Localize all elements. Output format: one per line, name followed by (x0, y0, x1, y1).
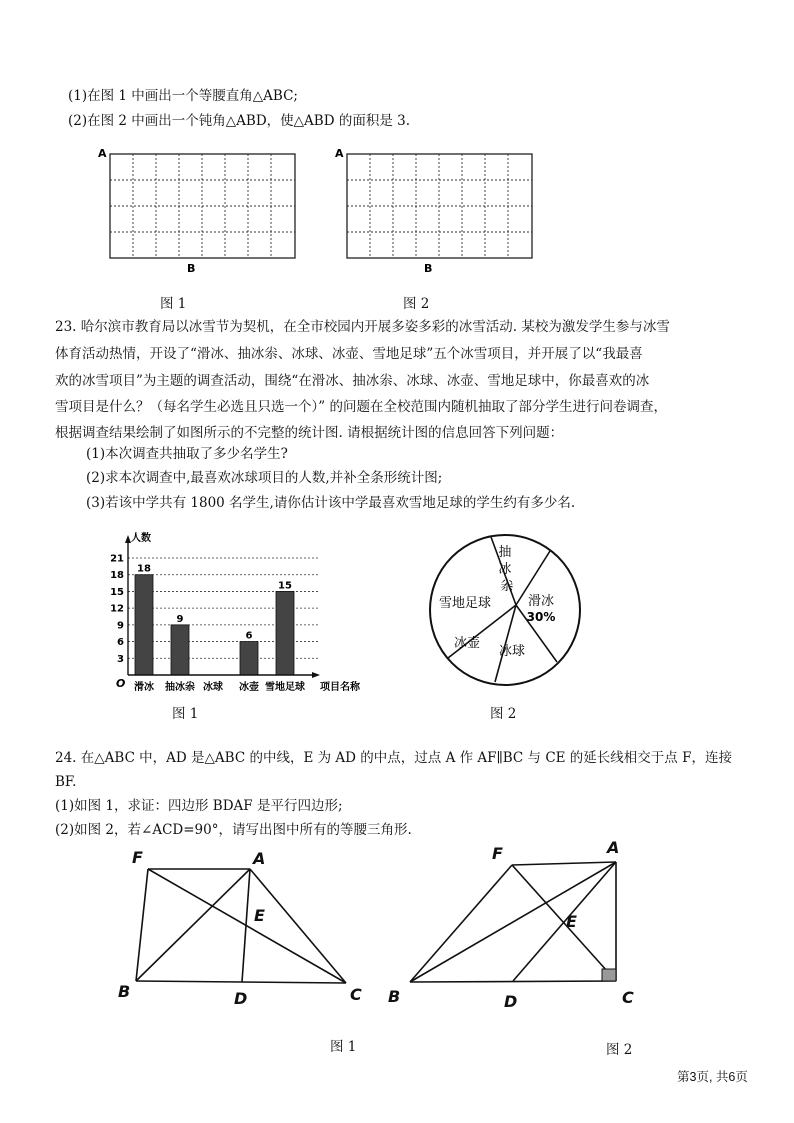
fig1-segment-ac (250, 869, 346, 983)
x-tick-label: 抽冰尜 (165, 682, 195, 693)
bar (240, 642, 258, 675)
fig1-point-b: B (118, 982, 131, 1001)
pie-label-xuedi: 雪地足球 (438, 596, 492, 611)
pie-chart (425, 530, 585, 690)
fig1-point-f: F (132, 848, 143, 867)
q22-line-1: (1)在图 1 中画出一个等腰直角△ABC; (68, 88, 298, 104)
fig1-segment-fc (148, 869, 346, 983)
x-axis-label: 项目名称 (320, 682, 360, 693)
q23-line-3: 欢的冰雪项目”为主题的调查活动，围绕“在滑冰、抽冰尜、冰球、冰壶、雪地足球中，你最喜欢的冰 (55, 373, 650, 389)
x-tick-label: 冰壶 (239, 682, 259, 693)
fig2-point-a: A (607, 838, 620, 857)
fig2-point-d: D (504, 992, 518, 1011)
fig1-segment-ab (136, 869, 250, 981)
q23-line-1: 23. 哈尔滨市教育局以冰雪节为契机，在全市校园内开展多姿多彩的冰雪活动. 某校为激发学生参与冰雪 (55, 319, 670, 335)
page-number: 第3页, 共6页 (677, 1070, 748, 1084)
fig1-point-d: D (234, 989, 248, 1008)
fig2-segment-bc (410, 981, 616, 982)
fig2-point-c: C (622, 988, 634, 1007)
bar-data-label: 6 (245, 630, 253, 642)
bar (135, 575, 153, 675)
pie-label-binghu: 冰壶 (453, 636, 481, 651)
bar (276, 591, 294, 675)
q23-line-4: 雪项目是什么？（每名学生必选且只选一个）” 的问题在全校范围内随机抽取了部分学生进行问卷调查， (55, 399, 667, 415)
q22-grid-figure-1 (95, 145, 300, 275)
fig2-point-e: E (566, 912, 577, 931)
origin-label: O (116, 677, 126, 690)
q22-fig2-caption: 图 2 (403, 296, 430, 312)
x-tick-label: 滑冰 (134, 682, 154, 693)
bar (171, 625, 189, 675)
y-tick-label: 6 (117, 637, 124, 649)
q23-sub-3: (3)若该中学共有 1800 名学生,请你估计该中学最喜欢雪地足球的学生约有多少名. (86, 495, 576, 511)
fig2-point-b: B (388, 987, 401, 1006)
pie-label-bingqiu: 冰球 (498, 644, 526, 659)
pie-label-huabing-pct: 30% (526, 610, 556, 624)
fig1-point-c: C (350, 985, 362, 1004)
fig1-segment-bc (136, 981, 346, 983)
q23-sub-2: (2)求本次调查中,最喜欢冰球项目的人数,并补全条形统计图; (86, 470, 443, 486)
right-angle-marker (602, 969, 616, 981)
y-axis-label: 人数 (131, 533, 151, 544)
fig1-segment-fb (136, 869, 148, 981)
grid2-point-a: A (335, 147, 344, 160)
bar-data-label: 15 (278, 580, 292, 592)
y-tick-label: 12 (110, 603, 124, 615)
q24-fig2-caption: 图 2 (606, 1042, 633, 1058)
fig2-point-f: F (492, 844, 503, 863)
grid1-point-a: A (98, 147, 107, 160)
fig2-segment-fb (410, 865, 512, 982)
geometry-figure-1 (110, 840, 380, 1015)
grid1-point-b: B (187, 262, 196, 275)
bar-data-label: 18 (137, 563, 151, 575)
fig1-point-e: E (254, 906, 265, 925)
pie-label-choubingga: 抽 冰 尜 (498, 545, 514, 594)
y-tick-label: 15 (110, 586, 124, 598)
q24-line-2: BF. (55, 774, 77, 790)
y-tick-label: 9 (117, 620, 124, 632)
q23-line-2: 体育活动热情，开设了“滑冰、抽冰尜、冰球、冰壶、雪地足球”五个冰雪项目，并开展了以“我最喜 (55, 346, 643, 362)
x-axis-arrow (312, 672, 320, 678)
y-tick-label: 18 (110, 570, 124, 582)
geometry-figure-2 (380, 835, 650, 1015)
q22-grid-figure-2 (332, 145, 537, 275)
q22-fig1-caption: 图 1 (160, 296, 187, 312)
q22-line-2: (2)在图 2 中画出一个钝角△ABD，使△ABD 的面积是 3. (68, 113, 411, 129)
bar-chart (100, 525, 390, 700)
q24-sub-2: (2)如图 2，若∠ACD=90°，请写出图中所有的等腰三角形. (55, 822, 412, 838)
fig2-segment-ab (410, 862, 616, 982)
y-tick-label: 21 (110, 553, 124, 565)
q24-fig1-caption: 图 1 (330, 1039, 357, 1055)
bar-data-label: 9 (176, 613, 184, 625)
fig1-point-a: A (253, 849, 266, 868)
q23-line-5: 根据调查结果绘制了如图所示的不完整的统计图. 请根据统计图的信息回答下列问题： (55, 425, 564, 441)
grid2-point-b: B (424, 262, 433, 275)
fig2-segment-fa (512, 862, 616, 865)
y-tick-label: 3 (117, 653, 124, 665)
pie-label-huabing: 滑冰 (527, 594, 555, 609)
q24-line-1: 24. 在△ABC 中，AD 是△ABC 的中线，E 为 AD 的中点，过点 A 作 AF∥BC 与 CE 的延长线相交于点 F，连接 (55, 750, 732, 766)
q24-sub-1: (1)如图 1，求证：四边形 BDAF 是平行四边形; (55, 798, 343, 814)
x-tick-label: 冰球 (203, 682, 223, 693)
q23-fig2-caption: 图 2 (490, 706, 517, 722)
q23-sub-1: (1)本次调查共抽取了多少名学生? (86, 446, 288, 462)
x-tick-label: 雪地足球 (265, 682, 305, 693)
q23-fig1-caption: 图 1 (172, 706, 199, 722)
